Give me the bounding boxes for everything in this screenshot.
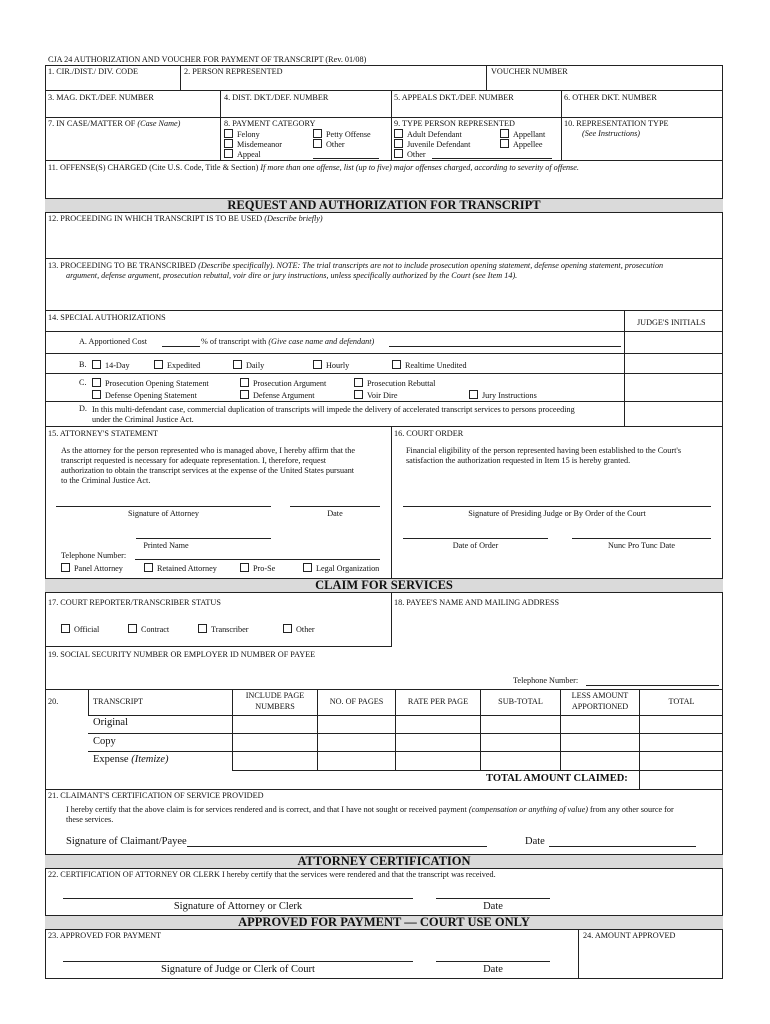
court-order-text-1: Financial eligibility of the person represented having been established to the Court's (406, 446, 682, 455)
field-6-label: 6. OTHER DKT. NUMBER (564, 93, 657, 102)
voucher-number-label: VOUCHER NUMBER (491, 67, 568, 76)
hourly-checkbox[interactable]: Hourly (313, 360, 349, 371)
divider (220, 90, 221, 117)
realtime-unedited-checkbox[interactable]: Realtime Unedited (392, 360, 467, 371)
telephone-label: Telephone Number: (61, 551, 127, 560)
appellant-checkbox[interactable]: Appellant (500, 129, 545, 140)
col-transcript: TRANSCRIPT (93, 697, 144, 706)
nunc-pro-tunc-line[interactable] (572, 538, 711, 539)
14-day-checkbox[interactable]: 14-Day (92, 360, 130, 371)
judges-initials-label: JUDGE'S INITIALS (637, 318, 706, 327)
adult-defendant-checkbox[interactable]: Adult Defendant (394, 129, 462, 140)
misdemeanor-checkbox[interactable]: Misdemeanor (224, 139, 282, 150)
field-15-label: 15. ATTORNEY'S STATEMENT (48, 429, 159, 438)
nunc-pro-tunc-label: Nunc Pro Tunc Date (607, 541, 676, 550)
divider (486, 65, 487, 90)
signature-of-attorney-label: Signature of Attorney (128, 509, 199, 518)
legal-organization-checkbox[interactable]: Legal Organization (303, 563, 379, 574)
attorney-statement-2: transcript requested is necessary for adequate representation. I, therefore, request (61, 456, 327, 465)
divider (391, 426, 392, 578)
field-24-label: 24. AMOUNT APPROVED (583, 931, 676, 940)
payee-telephone-label: Telephone Number: (513, 676, 579, 685)
claimant-date-label: Date (525, 836, 545, 847)
field-3-label: 3. MAG. DKT./DEF. NUMBER (48, 93, 154, 102)
field-20-label: 20. (48, 697, 59, 706)
field-22-label: 22. CERTIFICATION OF ATTORNEY OR CLERK I hereby certify that the services were rendered and that the transcript was received. (48, 870, 496, 879)
row-line (45, 90, 723, 91)
felony-checkbox[interactable]: Felony (224, 129, 260, 140)
appellee-checkbox[interactable]: Appellee (500, 139, 543, 150)
claimant-date-line[interactable] (549, 846, 696, 847)
field-13-note: argument, defense argument, prosecution rebuttal, voir dire or jury instructions, unless specifically authorized by the Court (see Item 14). (66, 271, 518, 280)
field-12-label: 12. PROCEEDING IN WHICH TRANSCRIPT IS TO BE USED (Describe briefly) (48, 214, 323, 223)
divider (560, 689, 561, 770)
row-line (45, 646, 392, 647)
field-10-note: (See Instructions) (582, 129, 640, 138)
prosecution-opening-checkbox[interactable]: Prosecution Opening Statement (92, 378, 209, 389)
item-d-label: D. (79, 404, 87, 413)
field-14-label: 14. SPECIAL AUTHORIZATIONS (48, 313, 166, 322)
col-no-of-pages: NO. OF PAGES (329, 697, 384, 706)
official-checkbox[interactable]: Official (61, 624, 99, 635)
field-9-label: 9. TYPE PERSON REPRESENTED (394, 119, 515, 128)
divider (624, 310, 625, 426)
field-16-label: 16. COURT ORDER (394, 429, 464, 438)
section-band-claim: CLAIM FOR SERVICES (45, 578, 723, 593)
defense-opening-checkbox[interactable]: Defense Opening Statement (92, 390, 197, 401)
appeal-checkbox[interactable]: Appeal (224, 149, 261, 160)
col-less-amount-apportioned: LESS AMOUNT APPORTIONED (571, 691, 629, 711)
row-line (45, 401, 723, 402)
court-order-text-2: satisfaction the authorization requested in Item 15 is hereby granted. (406, 456, 631, 465)
field-2-label: 2. PERSON REPRESENTED (184, 67, 283, 76)
attorney-statement-4: to the Criminal Justice Act. (61, 476, 151, 485)
field-10-label: 10. REPRESENTATION TYPE (564, 119, 669, 128)
petty-offense-checkbox[interactable]: Petty Offense (313, 129, 371, 140)
contract-checkbox[interactable]: Contract (128, 624, 169, 635)
field-18-label: 18. PAYEE'S NAME AND MAILING ADDRESS (394, 598, 560, 607)
other-person-line (432, 158, 552, 159)
divider (561, 117, 562, 160)
attorney-statement-1: As the attorney for the person represented who is managed above, I hereby affirm that the (61, 446, 356, 455)
col-include-page-numbers: INCLUDE PAGE NUMBERS (245, 691, 305, 711)
field-5-label: 5. APPEALS DKT./DEF. NUMBER (394, 93, 514, 102)
apportioned-text: % of transcript with (Give case name and defendant) (201, 337, 375, 346)
attorney-clerk-signature-label: Signature of Attorney or Clerk (173, 901, 303, 912)
prosecution-rebuttal-checkbox[interactable]: Prosecution Rebuttal (354, 378, 435, 389)
prosecution-argument-checkbox[interactable]: Prosecution Argument (240, 378, 326, 389)
row-line (45, 353, 723, 354)
row-line (45, 789, 723, 790)
attorney-signature-line[interactable] (56, 506, 271, 507)
transcriber-checkbox[interactable]: Transcriber (198, 624, 248, 635)
field-7-label: 7. IN CASE/MATTER OF (Case Name) (48, 119, 181, 128)
signature-of-claimant-label: Signature of Claimant/Payee (66, 836, 187, 847)
row-line (45, 117, 723, 118)
row-expense: Expense (Itemize) (93, 754, 169, 765)
field-4-label: 4. DIST. DKT./DEF. NUMBER (224, 93, 329, 102)
claimant-cert-text-2: these services. (66, 815, 114, 824)
presiding-signature-label: Signature of Presiding Judge or By Order of the Court (468, 509, 646, 518)
form-title: CJA 24 AUTHORIZATION AND VOUCHER FOR PAYMENT OF TRANSCRIPT (Rev. 01/08) (48, 55, 367, 64)
defense-argument-checkbox[interactable]: Defense Argument (240, 390, 314, 401)
row-line (45, 373, 723, 374)
pro-se-checkbox[interactable]: Pro-Se (240, 563, 275, 574)
field-11-label: 11. OFFENSE(S) CHARGED (Cite U.S. Code, Title & Section) If more than one offense, list (up to five) major offenses charged, according to severity of offense. (48, 163, 579, 172)
printed-name-line[interactable] (136, 538, 271, 539)
claimant-cert-text-1: I hereby certify that the above claim is for services rendered and is correct, and that I have not sought or received payment (compensation or anything of value) from any other source for (66, 805, 674, 814)
jury-instructions-checkbox[interactable]: Jury Instructions (469, 390, 537, 401)
presiding-signature-line[interactable] (403, 506, 711, 507)
attorney-clerk-signature-line[interactable] (63, 898, 413, 899)
printed-name-label: Printed Name (143, 541, 189, 550)
other-status-checkbox[interactable]: Other (283, 624, 315, 635)
attorney-statement-3: authorization to obtain the transcript services at the expense of the United States pursuant (61, 466, 355, 475)
field-13-label: 13. PROCEEDING TO BE TRANSCRIBED (Describe specifically). NOTE: The trial transcripts are not to include prosecution opening statement, defense opening statement, prosecution (48, 261, 664, 270)
row-line (45, 258, 723, 259)
section-band-approved: APPROVED FOR PAYMENT — COURT USE ONLY (45, 915, 723, 930)
field-23-label: 23. APPROVED FOR PAYMENT (48, 931, 162, 940)
retained-attorney-checkbox[interactable]: Retained Attorney (144, 563, 217, 574)
other-category-line (313, 158, 379, 159)
field-1-label: 1. CIR./DIST./ DIV. CODE (48, 67, 138, 76)
divider (391, 117, 392, 160)
apportioned-case-line (389, 346, 621, 347)
row-copy: Copy (93, 736, 116, 747)
judge-date-label: Date (483, 964, 503, 975)
divider (391, 593, 392, 646)
panel-attorney-checkbox[interactable]: Panel Attorney (61, 563, 123, 574)
daily-checkbox[interactable]: Daily (233, 360, 264, 371)
date-of-order-line[interactable] (403, 538, 548, 539)
section-band-request: REQUEST AND AUTHORIZATION FOR TRANSCRIPT (45, 198, 723, 213)
divider (88, 689, 89, 715)
voir-dire-checkbox[interactable]: Voir Dire (354, 390, 398, 401)
row-original: Original (93, 717, 128, 728)
row-line (232, 770, 723, 771)
divider (391, 90, 392, 117)
field-17-label: 17. COURT REPORTER/TRANSCRIBER STATUS (48, 598, 221, 607)
judge-signature-line[interactable] (63, 961, 413, 962)
field-8-label: 8. PAYMENT CATEGORY (224, 119, 316, 128)
item-d-text-1: In this multi-defendant case, commercial duplication of transcripts will impede the delivery of accelerated transcript services to persons proceeding (92, 405, 575, 414)
other-category-checkbox[interactable]: Other (313, 139, 345, 150)
row-line (88, 733, 723, 734)
judge-date-line[interactable] (436, 961, 550, 962)
payee-telephone-line[interactable] (586, 685, 719, 686)
field-21-label: 21. CLAIMANT'S CERTIFICATION OF SERVICE PROVIDED (48, 791, 264, 800)
divider (180, 65, 181, 90)
col-sub-total: SUB-TOTAL (498, 697, 543, 706)
col-total: TOTAL (668, 697, 695, 706)
date-of-order-label: Date of Order (452, 541, 499, 550)
attorney-clerk-date-label: Date (483, 901, 503, 912)
divider (232, 689, 233, 770)
item-c-label: C. (79, 378, 87, 387)
field-19-label: 19. SOCIAL SECURITY NUMBER OR EMPLOYER ID NUMBER OF PAYEE (48, 650, 316, 659)
total-amount-claimed-label: TOTAL AMOUNT CLAIMED: (486, 773, 628, 784)
item-b-label: B. (79, 360, 87, 369)
row-line (45, 426, 723, 427)
attorney-date-line[interactable] (290, 506, 380, 507)
row-line (88, 751, 723, 752)
divider (220, 117, 221, 160)
attorney-clerk-date-line[interactable] (436, 898, 550, 899)
apportioned-percent-line (162, 346, 200, 347)
row-line (45, 310, 723, 311)
row-line (45, 160, 723, 161)
apportioned-cost-label: A. Apportioned Cost (79, 337, 148, 346)
row-line (45, 331, 723, 332)
other-person-checkbox[interactable]: Other (394, 149, 426, 160)
row-line (45, 689, 723, 690)
juvenile-defendant-checkbox[interactable]: Juvenile Defendant (394, 139, 470, 150)
judge-signature-label: Signature of Judge or Clerk of Court (161, 964, 315, 975)
col-rate-per-page: RATE PER PAGE (407, 697, 469, 706)
claimant-signature-line[interactable] (187, 846, 487, 847)
section-band-attorney-certification: ATTORNEY CERTIFICATION (45, 854, 723, 869)
attorney-date-label: Date (327, 509, 343, 518)
expedited-checkbox[interactable]: Expedited (154, 360, 200, 371)
telephone-line[interactable] (135, 559, 380, 560)
row-line (88, 715, 723, 716)
divider (578, 929, 579, 979)
divider (561, 90, 562, 117)
item-d-text-2: under the Criminal Justice Act. (92, 415, 194, 424)
